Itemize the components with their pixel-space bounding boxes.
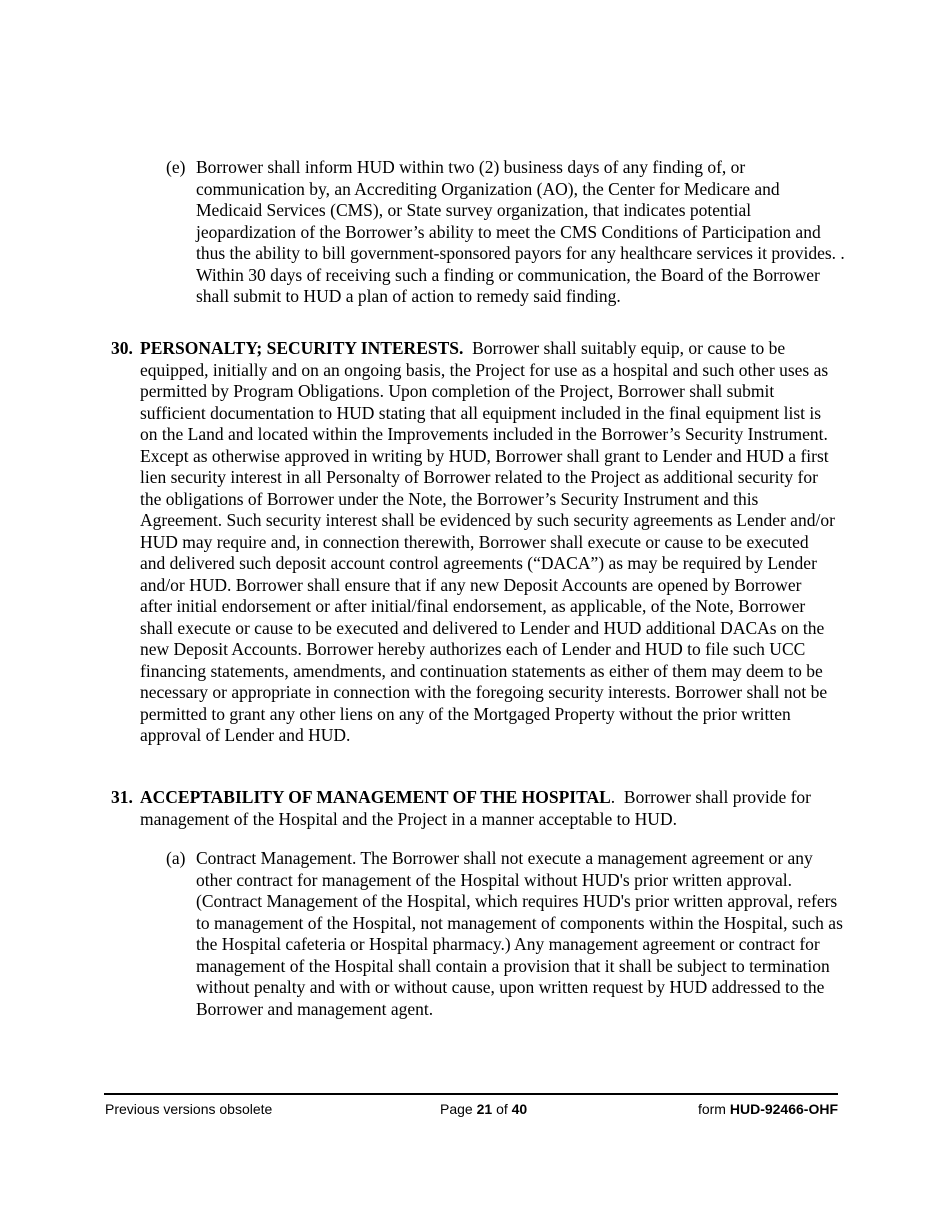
footer-form-number: HUD-92466-OHF [729, 1101, 838, 1117]
subsection-a-text: Contract Management. The Borrower shall not execute a management agreement or any other contract for management of the Hospital without HUD's prior written approval. (Contract Management of the Hospital, which requires HUD's prior written approval, refers to management of the Hospital, not management of components within the Hospital, such as the Hospital cafeteria or Hospital pharmacy.) Any management agreement or contract for management of the Hospital shall contain a provision that it shall be subject to termination without penalty and with or without cause, upon written request by HUD addressed to the Borrower and management agent. [196, 848, 843, 1019]
footer-page-of: of [496, 1101, 508, 1117]
subsection-e-label: (e) [166, 157, 186, 177]
footer-page-number: 21 [476, 1101, 493, 1117]
footer-page-indicator [440, 1101, 527, 1118]
section-31 [111, 787, 836, 830]
footer-divider [104, 1093, 838, 1095]
section-31-text: Borrower shall provide for management of the Hospital and the Project in a manner acceptable to HUD. [140, 787, 812, 829]
section-31-heading-suffix: . [610, 787, 616, 807]
section-30-body [140, 338, 836, 747]
subsection-a [166, 848, 846, 1020]
subsection-e [166, 157, 846, 308]
footer-form-id [698, 1101, 838, 1118]
footer-page-prefix: Page [440, 1101, 473, 1117]
footer-page-total: 40 [511, 1101, 528, 1117]
section-31-heading: ACCEPTABILITY OF MANAGEMENT OF THE HOSPITAL [140, 787, 611, 807]
subsection-a-label: (a) [166, 848, 186, 868]
section-31-body [140, 787, 836, 830]
section-30-heading: PERSONALTY; SECURITY INTERESTS. [140, 338, 464, 358]
section-30-text: Borrower shall suitably equip, or cause to be equipped, initially and on an ongoing basis, the Project for use as a hospital and such other uses as permitted by Program Obligations. Upon completion of the Project, Borrower shall submit sufficient documentation to HUD stating that all equipment included in the final equipment list is on the Land and located within the Improvements included in the Borrower’s Security Instrument. Except as otherwise approved in writing by HUD, Borrower shall grant to Lender and HUD a first lien security interest in all Personalty of Borrower related to the Project as additional security for the obligations of Borrower under the Note, the Borrower’s Security Instrument and this Agreement. Such security interest shall be evidenced by such security agreements as Lender and/or HUD may require and, in connection therewith, Borrower shall execute or cause to be executed and delivered such deposit account control agreements (“DACA”) as may be required by Lender and/or HUD. Borrower shall ensure that if any new Deposit Accounts are opened by Borrower after initial endorsement or after initial/final endorsement, as applicable, of the Note, Borrower shall execute or cause to be executed and delivered to Lender and HUD additional DACAs on the new Deposit Accounts. Borrower hereby authorizes each of Lender and HUD to file such UCC financing statements, amendments, and continuation statements as either of them may deem to be necessary or appropriate in connection with the foregoing security interests. Borrower shall not be permitted to grant any other liens on any of the Mortgaged Property without the prior written approval of Lender and HUD. [140, 338, 835, 745]
section-30-number: 30. [111, 338, 133, 358]
footer-form-prefix: form [697, 1101, 726, 1117]
subsection-e-text: Borrower shall inform HUD within two (2) business days of any finding of, or communication by, an Accrediting Organization (AO), the Center for Medicare and Medicaid Services (CMS), or State survey organization, that indicates potential jeopardization of the Borrower’s ability to meet the CMS Conditions of Participation and thus the ability to bill government-sponsored payors for any healthcare services it provides. . Within 30 days of receiving such a finding or communication, the Board of the Borrower shall submit to HUD a plan of action to remedy said finding. [196, 157, 845, 306]
section-31-number: 31. [111, 787, 133, 807]
footer-obsolete-note: Previous versions obsolete [105, 1101, 273, 1117]
section-30 [111, 338, 836, 747]
